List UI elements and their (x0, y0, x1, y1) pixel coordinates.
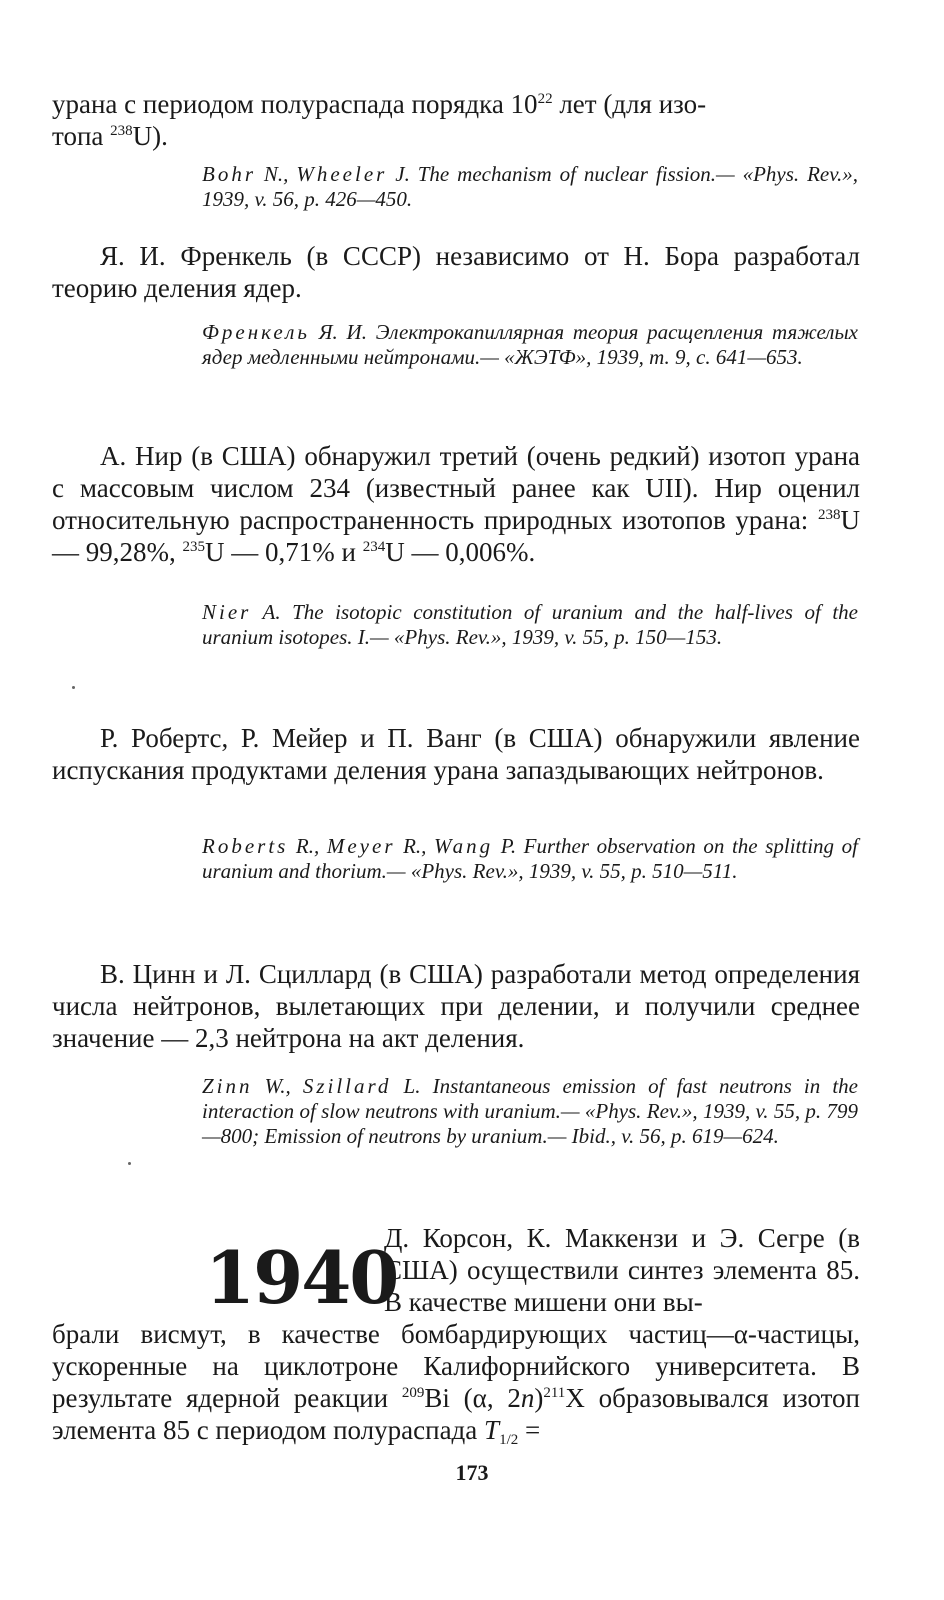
reference-roberts: Roberts R., Meyer R., Wang P. Further observation on the splitting of uranium and thorium.— «Phys. Rev.», 1939, v. 55, p. 510—511. (202, 834, 858, 883)
speck-mark (128, 1162, 131, 1165)
paragraph-roberts: Р. Робертс, Р. Мейер и П. Ванг (в США) обнаружили явление испускания продуктами деления урана запаздывающих нейтронов. (52, 723, 860, 785)
speck-mark (72, 686, 75, 689)
paragraph-1940-top: Д. Корсон, К. Маккензи и Э. Сегре (в США) осуществили синтез элемента 85. В качестве мишени они вы- (384, 1223, 860, 1317)
reference-nier: Nier A. The isotopic constitution of uranium and the half-lives of the uranium isotopes. I.— «Phys. Rev.», 1939, v. 55, p. 150—153. (202, 600, 858, 649)
paragraph-bohr-continuation: урана с периодом полураспада порядка $10^{22}$ лет (для изо- топа $^{238}$U). (52, 89, 707, 151)
paragraph-1940-body: брали висмут, в качестве бомбардирующих частиц—α-частицы, ускоренные на циклотроне Калифорнийского университета. В результате ядерной реакции $^{209}$Bi (α, 2n)$^{211}$X образовывался изотоп элемента 85 с периодом полураспада $T_{1/2}$ = (52, 1319, 860, 1448)
reference-zinn: Zinn W., Szillard L. Instantaneous emission of fast neutrons in the interaction of slow neutrons with uranium.— «Phys. Rev.», 1939, v. 55, p. 799—800; Emission of neutrons by uranium.— Ibid., v. 56, p. 619—624. (202, 1074, 858, 1148)
reference-bohr: Bohr N., Wheeler J. The mechanism of nuclear fission.— «Phys. Rev.», 1939, v. 56, p. 426—450. (202, 162, 858, 211)
year-heading: 1940 (205, 1235, 398, 1320)
paragraph-frenkel: Я. И. Френкель (в СССР) независимо от Н. Бора разработал теорию деления ядер. (52, 241, 860, 303)
paragraph-nier: А. Нир (в США) обнаружил третий (очень редкий) изотоп урана с массовым числом 234 (известный ранее как UII). Нир оценил относительную распространенность природных изотопов урана: $^{238}$U — 99,28%, $^{235}$U — 0,71% и $^{234}$U — 0,006%. (52, 441, 860, 567)
paragraph-zinn: В. Цинн и Л. Сциллард (в США) разработали метод определения числа нейтронов, вылетающих при делении, и получили среднее значение — 2,3 нейтрона на акт деления. (52, 959, 860, 1053)
page-number: 173 (455, 1460, 489, 1485)
reference-frenkel: Френкель Я. И. Электрокапиллярная теория расщепления тяжелых ядер медленными нейтронами.— «ЖЭТФ», 1939, т. 9, с. 641—653. (202, 320, 858, 369)
